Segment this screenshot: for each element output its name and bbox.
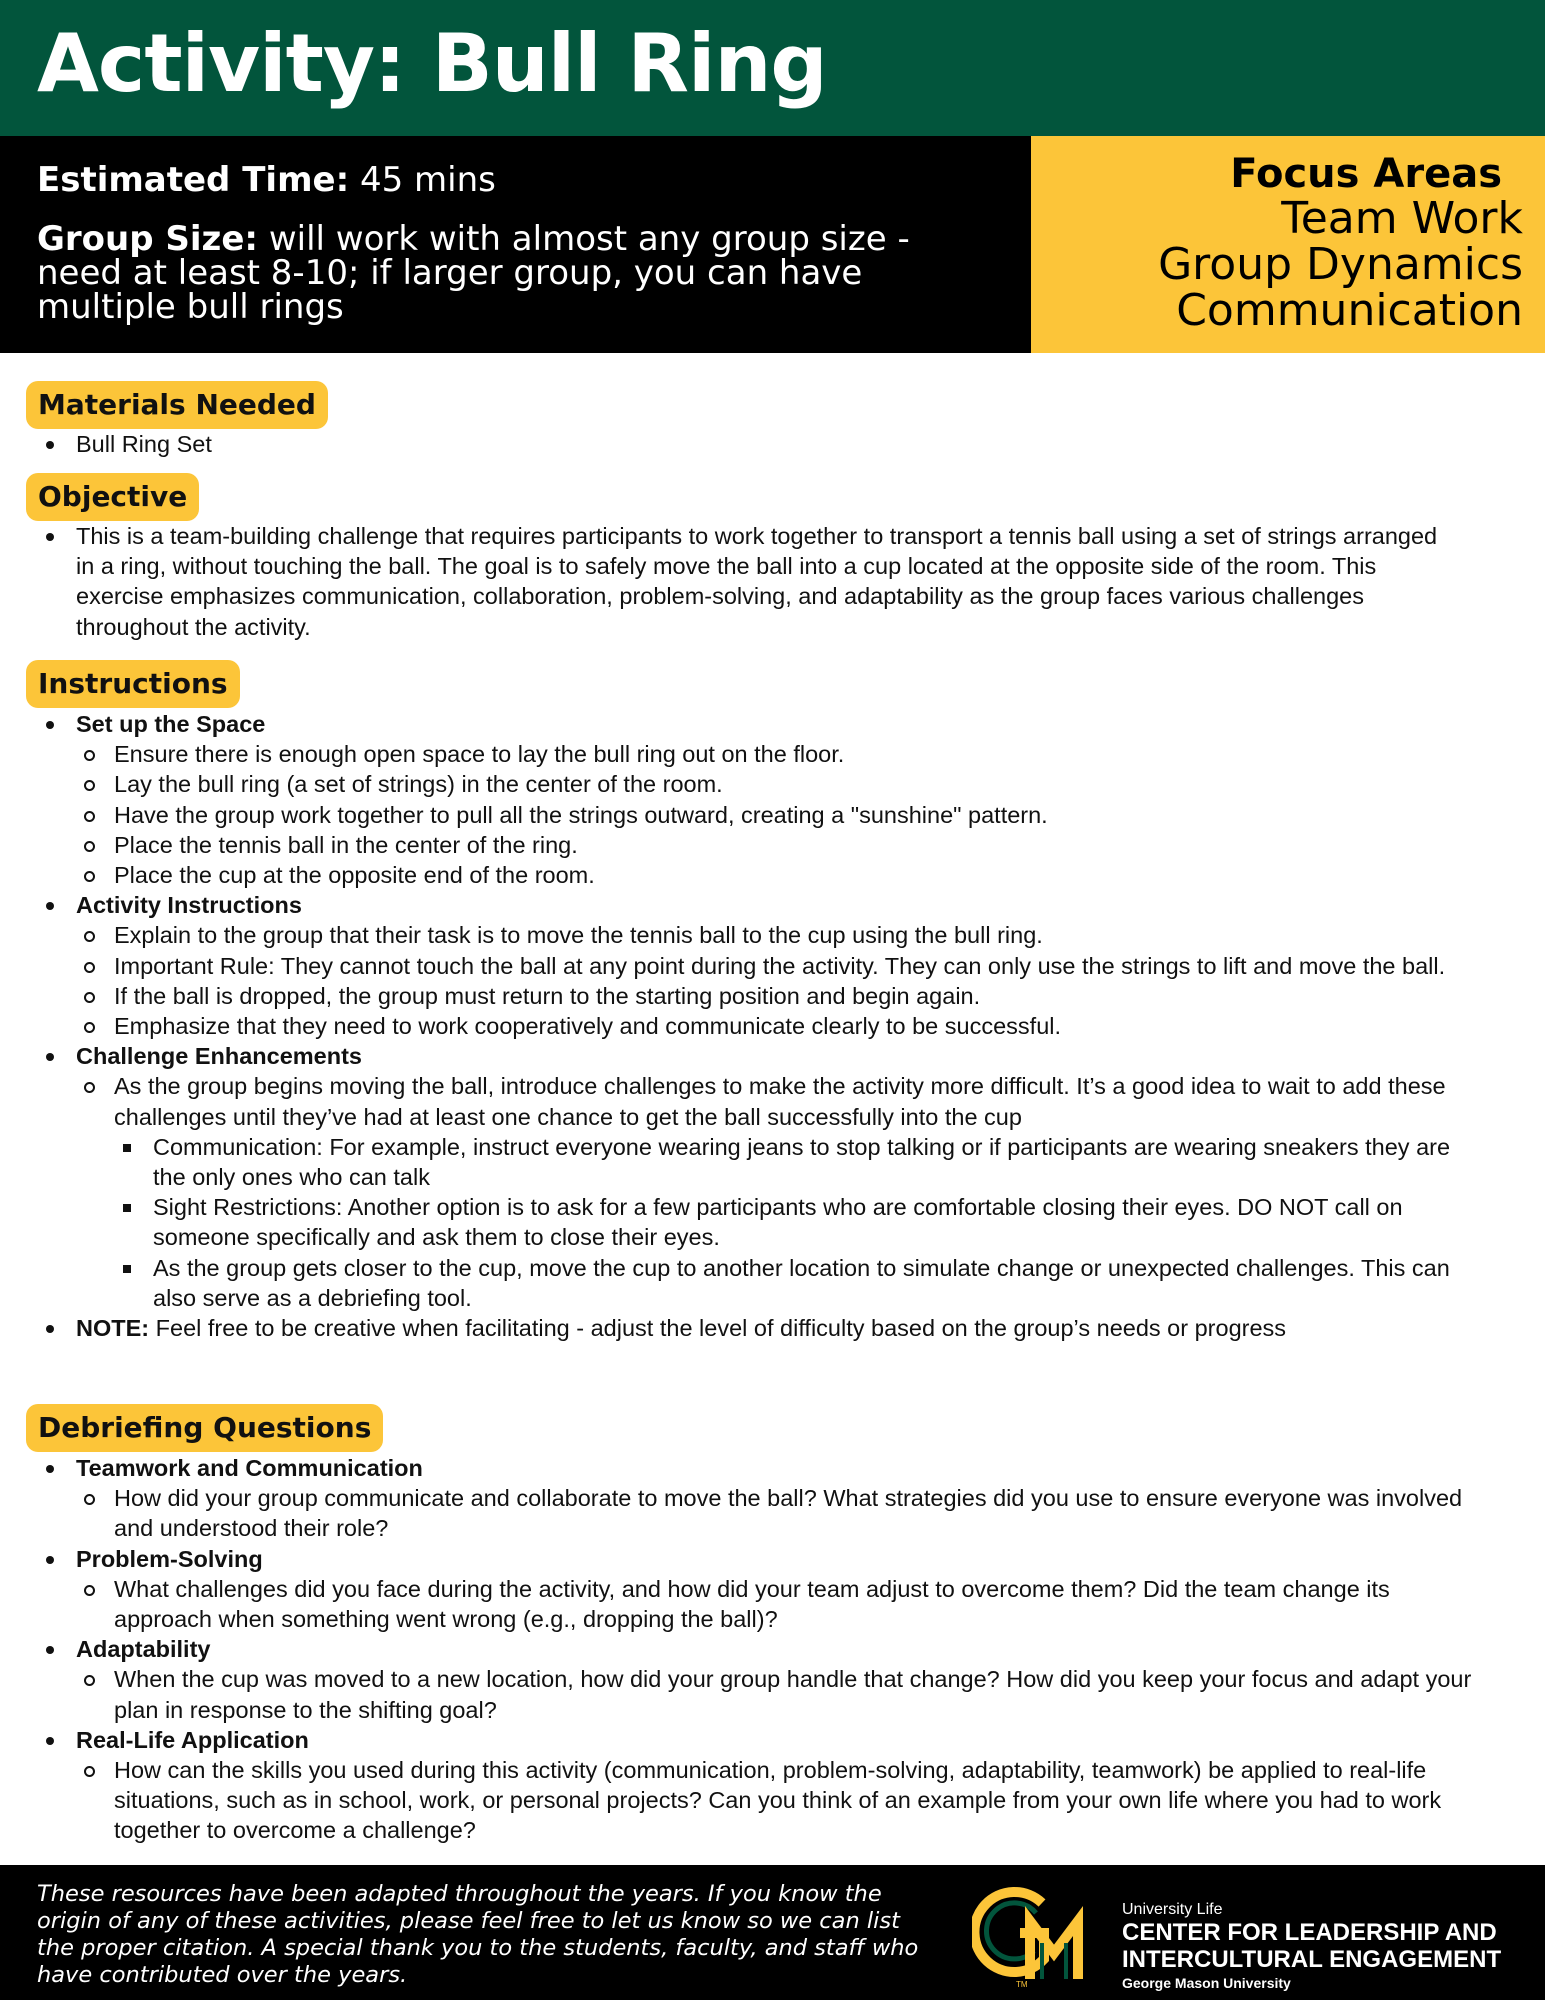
materials-heading: Materials Needed — [26, 381, 328, 429]
org-small-text: University Life — [1122, 1901, 1223, 1918]
debrief-question: What challenges did you face during the activity, and how did your team adjust to overcome them? Did the team change its approach when something went wrong (e.g., dropping the ball)? — [0, 1574, 1480, 1634]
org-name — [1122, 1919, 1501, 1973]
objective-list — [0, 521, 1460, 642]
credits-text: These resources have been adapted throughout the years. If you know the origin of any of these activities, please feel free to let us know so we can list the proper citation. A special thank you to the students, faculty, and staff who have contributed over the years. — [37, 1881, 919, 1988]
debrief-question: How can the skills you used during this activity (communication, problem-solving, adaptability, teamwork) be applied to real-life situations, such as in school, work, or personal projects? Can you think of an example from your own life where you had to work together to overcome a challenge? — [0, 1755, 1480, 1846]
org-name-line1: CENTER FOR LEADERSHIP AND — [1122, 1919, 1497, 1946]
note-label: NOTE: — [76, 1315, 150, 1342]
university-name: George Mason University — [1122, 1975, 1291, 1991]
estimated-time — [37, 158, 496, 202]
setup-title: Set up the Space — [0, 709, 1480, 739]
objective-heading: Objective — [26, 473, 199, 521]
footer — [0, 1865, 1545, 2000]
activity-item: Important Rule: They cannot touch the ball at any point during the activity. They can only use the strings to lift and move the ball. — [0, 951, 1480, 981]
debrief-title: Teamwork and Communication — [0, 1453, 1480, 1483]
time-label: Estimated Time: — [37, 160, 350, 200]
debrief-title: Real-Life Application — [0, 1725, 1480, 1755]
info-band — [0, 136, 1031, 353]
focus-areas-list — [1158, 193, 1523, 336]
group-label: Group Size: — [37, 219, 258, 259]
focus-area-item: Communication — [1176, 285, 1523, 336]
activity-title: Activity Instructions — [0, 890, 1480, 920]
setup-item: Ensure there is enough open space to lay the bull ring out on the floor. — [0, 739, 1480, 769]
activity-item: If the ball is dropped, the group must return to the starting position and begin again. — [0, 981, 1480, 1011]
materials-list — [0, 429, 1480, 459]
group-value: will work with almost any group size - need at least 8-10; if larger group, you can have multiple bull rings — [37, 219, 910, 327]
setup-item: Place the cup at the opposite end of the room. — [0, 860, 1480, 890]
org-name-line2: INTERCULTURAL ENGAGEMENT — [1122, 1946, 1502, 1973]
objective-text: This is a team-building challenge that requires participants to work together to transport a tennis ball using a set of strings arranged in a ring, without touching the ball. The goal is to safely move the ball into a cup located at the opposite side of the room. This exercise emphasizes communication, collaboration, problem-solving, and adaptability as the group faces various challenges throughout the activity. — [0, 521, 1460, 642]
setup-item: Have the group work together to pull all the strings outward, creating a "sunshine" pattern. — [0, 800, 1480, 830]
instructions-heading: Instructions — [26, 660, 240, 708]
setup-item: Place the tennis ball in the center of the ring. — [0, 830, 1480, 860]
debrief-title: Adaptability — [0, 1634, 1480, 1664]
materials-item: Bull Ring Set — [0, 429, 1480, 459]
focus-area-item: Team Work — [1281, 193, 1523, 244]
challenge-title: Challenge Enhancements — [0, 1041, 1480, 1071]
debrief-question: When the cup was moved to a new location, how did your group handle that change? How did you keep your focus and adapt your plan in response to the shifting goal? — [0, 1664, 1480, 1724]
debrief-heading: Debriefing Questions — [26, 1404, 383, 1452]
org-logo — [972, 1877, 1512, 1993]
debrief-title: Problem-Solving — [0, 1544, 1480, 1574]
logo-tm: TM — [1016, 1980, 1028, 1989]
instructions-list — [0, 709, 1480, 1343]
activity-item: Explain to the group that their task is to move the tennis ball to the cup using the bull ring. — [0, 920, 1480, 950]
debrief-list — [0, 1453, 1480, 1846]
challenge-item: Sight Restrictions: Another option is to ask for a few participants who are comfortable closing their eyes. DO NOT call on someone specifically and ask them to close their eyes. — [0, 1192, 1480, 1252]
focus-area-item: Group Dynamics — [1158, 239, 1523, 290]
challenge-intro: As the group begins moving the ball, introduce challenges to make the activity more difficult. It’s a good idea to wait to add these challenges until they’ve had at least one chance to get the ball successfully into the cup — [0, 1071, 1480, 1131]
challenge-item: As the group gets closer to the cup, move the cup to another location to simulate change or unexpected challenges. This can also serve as a debriefing tool. — [0, 1253, 1480, 1313]
challenge-item: Communication: For example, instruct everyone wearing jeans to stop talking or if participants are wearing sneakers they are the only ones who can talk — [0, 1132, 1480, 1192]
group-size — [37, 219, 977, 327]
time-value: 45 mins — [359, 160, 496, 200]
page-title: Activity: Bull Ring — [37, 17, 827, 110]
debrief-question: How did your group communicate and collaborate to move the ball? What strategies did you use to ensure everyone was involved and understood their role? — [0, 1483, 1480, 1543]
note-text: Feel free to be creative when facilitating - adjust the level of difficulty based on the group’s needs or progress — [149, 1315, 1287, 1342]
note-item — [0, 1313, 1480, 1343]
focus-areas-panel — [1031, 136, 1545, 353]
gm-logo-icon — [972, 1881, 1112, 1991]
setup-item: Lay the bull ring (a set of strings) in the center of the room. — [0, 769, 1480, 799]
title-bar — [0, 0, 1545, 136]
focus-areas-title: Focus Areas — [1230, 151, 1502, 197]
activity-item: Emphasize that they need to work cooperatively and communicate clearly to be successful. — [0, 1011, 1480, 1041]
